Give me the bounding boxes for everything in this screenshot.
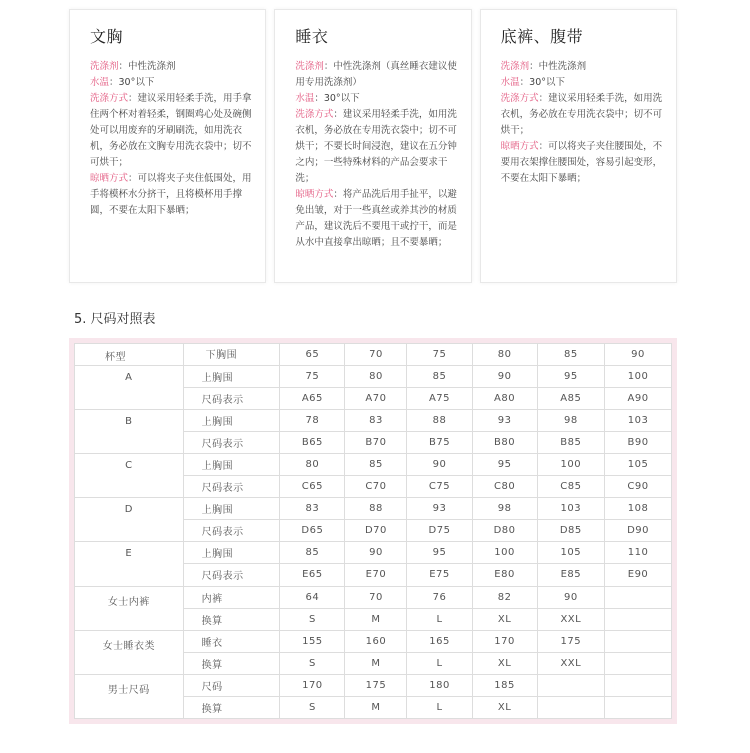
table-cell bbox=[605, 674, 672, 696]
table-cell: 105 bbox=[537, 542, 604, 564]
table-cell: 175 bbox=[345, 674, 407, 696]
row-label: 上胸围 bbox=[183, 542, 280, 564]
care-text: ：建议采用轻柔手洗，如用洗衣机，务必放在专用洗衣袋中；切不可烘干；不要长时间浸泡，建议在五分钟之内；一些特殊材料的产品会要求干洗； bbox=[295, 109, 457, 184]
table-cell: L bbox=[407, 652, 472, 674]
table-cell: 103 bbox=[605, 410, 672, 432]
table-cell: A70 bbox=[345, 388, 407, 410]
table-cell: 90 bbox=[472, 366, 537, 388]
table-cell: M bbox=[345, 608, 407, 630]
table-cell: XL bbox=[472, 608, 537, 630]
care-label: 洗涤方式 bbox=[295, 109, 334, 120]
table-cell: 95 bbox=[407, 542, 472, 564]
care-text: ：30°以下 bbox=[109, 77, 155, 88]
care-line bbox=[295, 187, 460, 251]
table-cell: 93 bbox=[407, 498, 472, 520]
table-cell: 100 bbox=[537, 454, 604, 476]
care-text: ：中性洗涤剂（真丝睡衣建议使用专用洗涤剂） bbox=[295, 61, 457, 88]
row-label: 尺码表示 bbox=[183, 520, 280, 542]
table-cell: 95 bbox=[537, 366, 604, 388]
care-text: ：中性洗涤剂 bbox=[529, 61, 587, 72]
table-cell: B70 bbox=[345, 432, 407, 454]
care-card-bra bbox=[69, 9, 266, 283]
table-cell: A85 bbox=[537, 388, 604, 410]
table-cell: 90 bbox=[537, 586, 604, 608]
care-label: 洗涤方式 bbox=[500, 93, 539, 104]
table-cell: 155 bbox=[280, 630, 345, 652]
table-cell: S bbox=[280, 608, 345, 630]
table-row bbox=[75, 630, 672, 652]
table-cell: A80 bbox=[472, 388, 537, 410]
card-title: 睡衣 bbox=[295, 27, 329, 46]
table-cell bbox=[605, 630, 672, 652]
table-cell: A75 bbox=[407, 388, 472, 410]
table-cell: 85 bbox=[407, 366, 472, 388]
table-cell: 185 bbox=[472, 674, 537, 696]
row-label: 尺码表示 bbox=[183, 476, 280, 498]
care-label: 水温 bbox=[295, 93, 315, 104]
group-label: D bbox=[75, 498, 184, 542]
row-label: 内裤 bbox=[183, 586, 280, 608]
group-label: B bbox=[75, 410, 184, 454]
table-cell: 90 bbox=[407, 454, 472, 476]
table-cell: C70 bbox=[345, 476, 407, 498]
table-cell: D75 bbox=[407, 520, 472, 542]
care-label: 晾晒方式 bbox=[295, 189, 334, 200]
table-cell: 80 bbox=[280, 454, 345, 476]
group-label: 女士内裤 bbox=[75, 586, 184, 630]
care-line bbox=[90, 171, 255, 219]
table-cell: A65 bbox=[280, 388, 345, 410]
table-row bbox=[75, 674, 672, 696]
table-row bbox=[75, 498, 672, 520]
header-cell: 90 bbox=[605, 344, 672, 366]
table-cell: S bbox=[280, 652, 345, 674]
care-card-pajamas bbox=[274, 9, 471, 283]
table-row bbox=[75, 586, 672, 608]
row-label: 尺码表示 bbox=[183, 388, 280, 410]
table-cell: M bbox=[345, 696, 407, 718]
care-line bbox=[90, 91, 255, 171]
table-cell: C90 bbox=[605, 476, 672, 498]
table-row bbox=[75, 454, 672, 476]
header-cup-label: 杯型 bbox=[75, 344, 184, 366]
table-cell: 103 bbox=[537, 498, 604, 520]
header-underbust-label: 下胸围 bbox=[183, 344, 280, 366]
table-cell bbox=[605, 608, 672, 630]
table-cell: D90 bbox=[605, 520, 672, 542]
header-cell: 75 bbox=[407, 344, 472, 366]
group-label: A bbox=[75, 366, 184, 410]
care-line bbox=[501, 59, 666, 75]
table-cell: D65 bbox=[280, 520, 345, 542]
row-label: 换算 bbox=[183, 652, 280, 674]
card-body bbox=[90, 59, 255, 219]
size-table-frame bbox=[69, 338, 677, 724]
care-label: 晾晒方式 bbox=[90, 173, 129, 184]
care-text: ：中性洗涤剂 bbox=[118, 61, 176, 72]
table-cell bbox=[605, 652, 672, 674]
table-row bbox=[75, 542, 672, 564]
table-cell: 98 bbox=[472, 498, 537, 520]
table-cell: 110 bbox=[605, 542, 672, 564]
table-cell: 98 bbox=[537, 410, 604, 432]
table-cell: 78 bbox=[280, 410, 345, 432]
table-cell: 100 bbox=[605, 366, 672, 388]
table-cell: C80 bbox=[472, 476, 537, 498]
table-cell: B85 bbox=[537, 432, 604, 454]
header-cell: 80 bbox=[472, 344, 537, 366]
table-cell: XL bbox=[472, 652, 537, 674]
care-text: ：将产品洗后用手扯平，以避免出皱，对于一些真丝或养其沙的材质产品，建议洗后不要甩干或拧干，而是从水中直接拿出晾晒；且不要暴晒； bbox=[295, 189, 457, 248]
table-cell: 170 bbox=[280, 674, 345, 696]
table-cell: C85 bbox=[537, 476, 604, 498]
care-text: ：可以将夹子夹住腰围处，不要用衣架撑住腰围处，容易引起变形，不要在太阳下暴晒； bbox=[500, 141, 663, 184]
care-line bbox=[90, 59, 255, 75]
table-cell: 165 bbox=[407, 630, 472, 652]
row-label: 尺码表示 bbox=[183, 564, 280, 586]
section-title: 5. 尺码对照表 bbox=[74, 312, 156, 327]
table-cell: 64 bbox=[280, 586, 345, 608]
table-row bbox=[75, 410, 672, 432]
card-body bbox=[295, 59, 460, 251]
table-cell: XXL bbox=[537, 652, 604, 674]
care-line bbox=[501, 91, 666, 139]
table-cell: 85 bbox=[280, 542, 345, 564]
row-label: 上胸围 bbox=[183, 454, 280, 476]
table-cell: XXL bbox=[537, 608, 604, 630]
table-cell: 108 bbox=[605, 498, 672, 520]
row-label: 上胸围 bbox=[183, 410, 280, 432]
care-text: ：可以将夹子夹住低围处，用手将模杯水分挤干，且将模杯用手撑圆，不要在太阳下暴晒； bbox=[90, 173, 252, 216]
table-cell: L bbox=[407, 696, 472, 718]
care-text: ：30°以下 bbox=[519, 77, 566, 88]
table-cell: 93 bbox=[472, 410, 537, 432]
row-label: 尺码表示 bbox=[183, 432, 280, 454]
group-label: 男士尺码 bbox=[75, 674, 184, 718]
group-label: C bbox=[75, 454, 184, 498]
table-cell: S bbox=[280, 696, 345, 718]
table-cell: 82 bbox=[472, 586, 537, 608]
table-cell: B75 bbox=[407, 432, 472, 454]
row-label: 换算 bbox=[183, 696, 280, 718]
table-cell bbox=[537, 696, 604, 718]
table-cell: 70 bbox=[345, 586, 407, 608]
care-label: 水温 bbox=[500, 77, 520, 88]
table-cell: L bbox=[407, 608, 472, 630]
table-cell: E75 bbox=[407, 564, 472, 586]
care-label: 洗涤剂 bbox=[295, 61, 324, 72]
table-cell: 88 bbox=[407, 410, 472, 432]
table-cell: XL bbox=[472, 696, 537, 718]
row-label: 换算 bbox=[183, 608, 280, 630]
table-cell: 85 bbox=[345, 454, 407, 476]
table-cell: 105 bbox=[605, 454, 672, 476]
care-line bbox=[501, 75, 666, 91]
header-cell: 70 bbox=[345, 344, 407, 366]
row-label: 上胸围 bbox=[183, 498, 280, 520]
table-cell: C65 bbox=[280, 476, 345, 498]
care-line bbox=[295, 91, 460, 107]
card-title: 文胸 bbox=[90, 27, 124, 46]
table-cell bbox=[605, 586, 672, 608]
care-card-underwear bbox=[480, 9, 677, 283]
table-cell: E80 bbox=[472, 564, 537, 586]
care-label: 水温 bbox=[90, 77, 110, 88]
care-line bbox=[295, 59, 460, 91]
table-cell: E90 bbox=[605, 564, 672, 586]
table-cell bbox=[605, 696, 672, 718]
table-cell: E85 bbox=[537, 564, 604, 586]
care-label: 洗涤剂 bbox=[500, 61, 530, 72]
group-label: 女士睡衣类 bbox=[75, 630, 184, 674]
care-line bbox=[295, 107, 460, 187]
table-cell: 95 bbox=[472, 454, 537, 476]
care-label: 洗涤剂 bbox=[90, 61, 119, 72]
care-text: ：建议采用轻柔手洗，用手拿住两个杯对着轻柔，钢圈鸡心处及碗侧处可以用废弃的牙刷刷洗，如用洗衣机，务必放在文胸专用洗衣袋中；切不可烘干； bbox=[90, 93, 252, 168]
care-line bbox=[501, 139, 666, 187]
header-cell: 65 bbox=[280, 344, 345, 366]
care-label: 晾晒方式 bbox=[500, 141, 539, 152]
table-cell: M bbox=[345, 652, 407, 674]
table-cell: 180 bbox=[407, 674, 472, 696]
table-cell: D70 bbox=[345, 520, 407, 542]
table-cell: B90 bbox=[605, 432, 672, 454]
table-cell: D85 bbox=[537, 520, 604, 542]
table-cell: 175 bbox=[537, 630, 604, 652]
header-cell: 85 bbox=[537, 344, 604, 366]
table-row bbox=[75, 366, 672, 388]
table-cell: 83 bbox=[280, 498, 345, 520]
care-line bbox=[90, 75, 255, 91]
table-cell: C75 bbox=[407, 476, 472, 498]
table-header-row bbox=[75, 344, 672, 366]
row-label: 尺码 bbox=[183, 674, 280, 696]
table-cell: E65 bbox=[280, 564, 345, 586]
table-cell bbox=[537, 674, 604, 696]
table-cell: 88 bbox=[345, 498, 407, 520]
table-cell: D80 bbox=[472, 520, 537, 542]
care-cards bbox=[69, 9, 677, 283]
table-cell: A90 bbox=[605, 388, 672, 410]
table-cell: 83 bbox=[345, 410, 407, 432]
row-label: 睡衣 bbox=[183, 630, 280, 652]
table-cell: 80 bbox=[345, 366, 407, 388]
card-title: 底裤、腹带 bbox=[500, 27, 584, 46]
table-cell: 90 bbox=[345, 542, 407, 564]
table-cell: 160 bbox=[345, 630, 407, 652]
card-body bbox=[501, 59, 666, 187]
care-text: ：建议采用轻柔手洗，如用洗衣机，务必放在专用洗衣袋中；切不可烘干； bbox=[500, 93, 663, 136]
table-cell: 75 bbox=[280, 366, 345, 388]
table-cell: B80 bbox=[472, 432, 537, 454]
size-table bbox=[74, 343, 672, 719]
table-cell: 170 bbox=[472, 630, 537, 652]
care-label: 洗涤方式 bbox=[90, 93, 129, 104]
row-label: 上胸围 bbox=[183, 366, 280, 388]
table-cell: 100 bbox=[472, 542, 537, 564]
group-label: E bbox=[75, 542, 184, 586]
table-cell: B65 bbox=[280, 432, 345, 454]
table-cell: 76 bbox=[407, 586, 472, 608]
table-cell: E70 bbox=[345, 564, 407, 586]
care-text: ：30°以下 bbox=[314, 93, 360, 104]
